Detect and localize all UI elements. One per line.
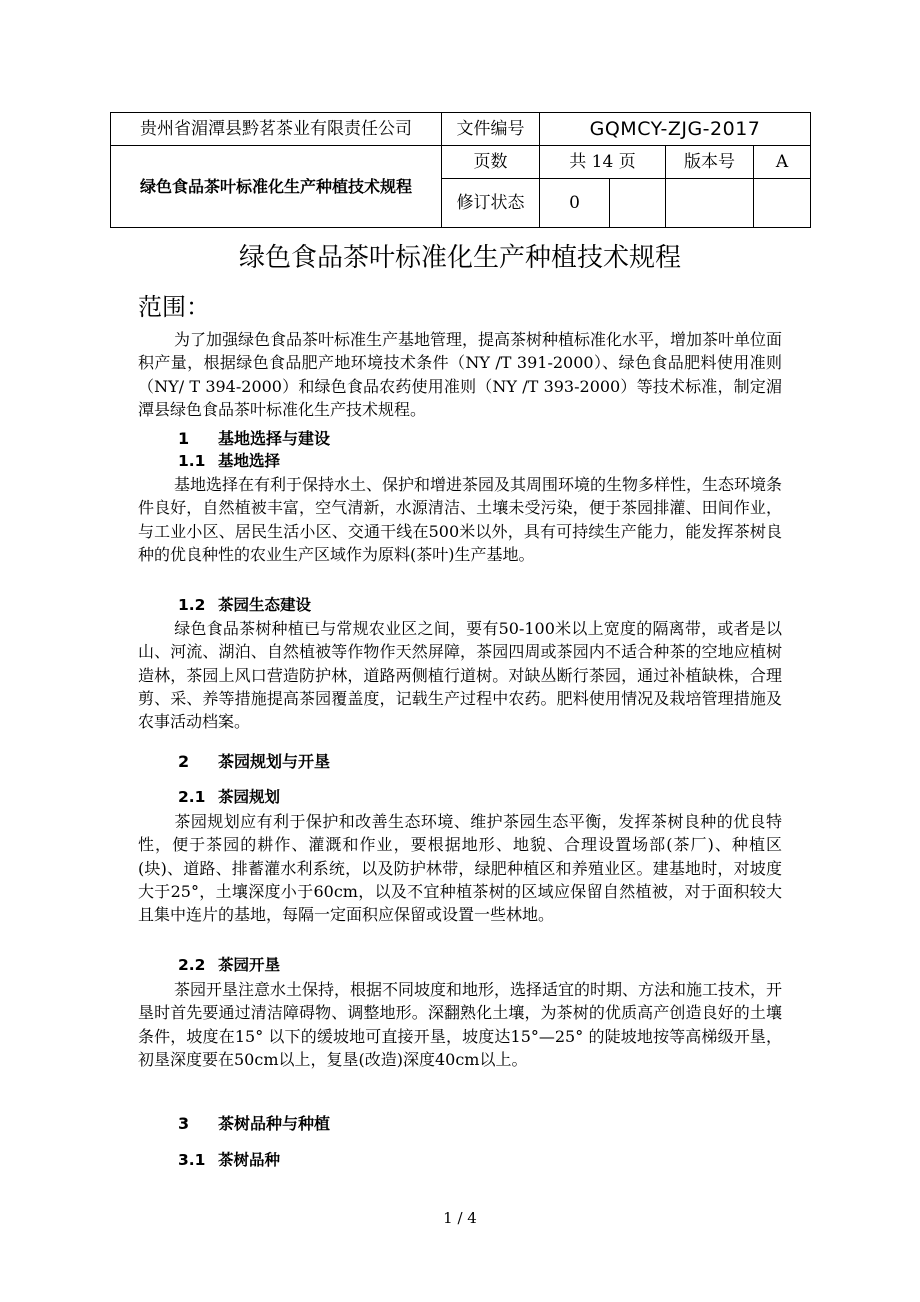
revision-value: 0 (540, 179, 610, 228)
section-paragraph (138, 810, 782, 926)
subsection-heading (178, 450, 280, 473)
section-heading (178, 427, 330, 450)
paragraph-text: 绿色食品茶树种植已与常规农业区之间，要有50-100米以上宽度的隔离带，或者是以山、河流、湖泊、自然植被等作物作天然屏障，茶园四周或茶园内不适合种茶的空地应植树造林，茶园上风口营造防护林，道路两侧植行道树。对缺丛断行茶园，通过补植缺株，合理剪、采、养等措施提高茶园覆盖度，记载生产过程中农药。肥料使用情况及栽培管理措施及农事活动档案。 (138, 619, 782, 732)
page-number: 1 / 4 (443, 1209, 477, 1227)
subsection-heading (178, 786, 280, 809)
pages-label: 页数 (442, 146, 540, 179)
subsection-heading (178, 1149, 280, 1172)
file-no-value: GQMCY-ZJG-2017 (540, 113, 811, 146)
intro-text: 为了加强绿色食品茶叶标准生产基地管理，提高茶树种植标准化水平，增加茶叶单位面积产量，根据绿色食品肥产地环境技术条件（NY /T 391-2000）、绿色食品肥料使用准则（NY/ T 394-2000）和绿色食品农药使用准则（NY /T 393-2000）等技术标准，制定湄潭县绿色食品茶叶标准化生产技术规程。 (138, 330, 783, 419)
pages-value: 共 14 页 (540, 146, 666, 179)
empty-cell (666, 179, 754, 228)
section-number: 2.2 (178, 956, 206, 974)
empty-cell (754, 179, 811, 228)
version-value: A (754, 146, 811, 179)
company-name: 贵州省湄潭县黔茗茶业有限责任公司 (111, 113, 442, 146)
subsection-heading (178, 954, 280, 977)
section-number: 2.1 (178, 788, 206, 806)
section-title: 茶树品种 (218, 1151, 281, 1169)
subsection-heading (178, 594, 311, 617)
section-heading (178, 750, 330, 773)
paragraph-text: 茶园开垦注意水土保持，根据不同坡度和地形，选择适宜的时期、方法和施工技术，开垦时首先要通过清洁障碍物、调整地形。深翻熟化土壤，为茶树的优质高产创造良好的土壤条件，坡度在15° 以下的缓坡地可直接开垦，坡度达15°—25° 的陡坡地按等高梯级开垦，初垦深度要在50cm以上，复垦(改造)深度40cm以上。 (138, 980, 783, 1069)
paragraph-text: 茶园规划应有利于保护和改善生态环境、维护茶园生态平衡，发挥茶树良种的优良特性，便于茶园的耕作、灌溉和作业，要根据地形、地貌、合理设置场部(茶厂)、种植区(块)、道路、排蓄灌水利系统，以及防护林带，绿肥种植区和养殖业区。建基地时，对坡度大于25°，土壤深度小于60cm，以及不宜种植茶树的区域应保留自然植被，对于面积较大且集中连片的基地，每隔一定面积应保留或设置一些林地。 (138, 812, 782, 925)
header-doc-title: 绿色食品茶叶标准化生产种植技术规程 (111, 146, 442, 228)
section-number: 1 (178, 429, 190, 448)
section-title: 茶树品种与种植 (218, 1114, 331, 1133)
scope-heading: 范围： (138, 293, 210, 321)
intro-paragraph (138, 328, 782, 421)
section-paragraph (138, 617, 782, 733)
section-title: 茶园规划与开垦 (218, 752, 331, 771)
section-title: 基地选择 (218, 452, 281, 470)
section-title: 基地选择与建设 (218, 429, 331, 448)
section-number: 2 (178, 752, 190, 771)
section-title: 茶园规划 (218, 788, 281, 806)
document-header-table (110, 112, 811, 228)
revision-label: 修订状态 (442, 179, 540, 228)
section-title: 茶园开垦 (218, 956, 281, 974)
version-label: 版本号 (666, 146, 754, 179)
section-number: 3 (178, 1114, 190, 1133)
section-paragraph (138, 978, 782, 1071)
section-paragraph (138, 473, 782, 566)
section-heading (178, 1112, 330, 1135)
section-number: 3.1 (178, 1151, 206, 1169)
empty-cell (610, 179, 666, 228)
section-title: 茶园生态建设 (218, 596, 312, 614)
file-no-label: 文件编号 (442, 113, 540, 146)
section-number: 1.2 (178, 596, 206, 614)
section-number: 1.1 (178, 452, 206, 470)
paragraph-text: 基地选择在有利于保持水土、保护和增进茶园及其周围环境的生物多样性，生态环境条件良好，自然植被丰富，空气清新，水源清洁、土壤未受污染，便于茶园排灌、田间作业，与工业小区、居民生活小区、交通干线在500米以外，具有可持续生产能力，能发挥茶树良种的优良种性的农业生产区域作为原料(茶叶)生产基地。 (138, 475, 783, 564)
document-title: 绿色食品茶叶标准化生产种植技术规程 (238, 243, 681, 273)
